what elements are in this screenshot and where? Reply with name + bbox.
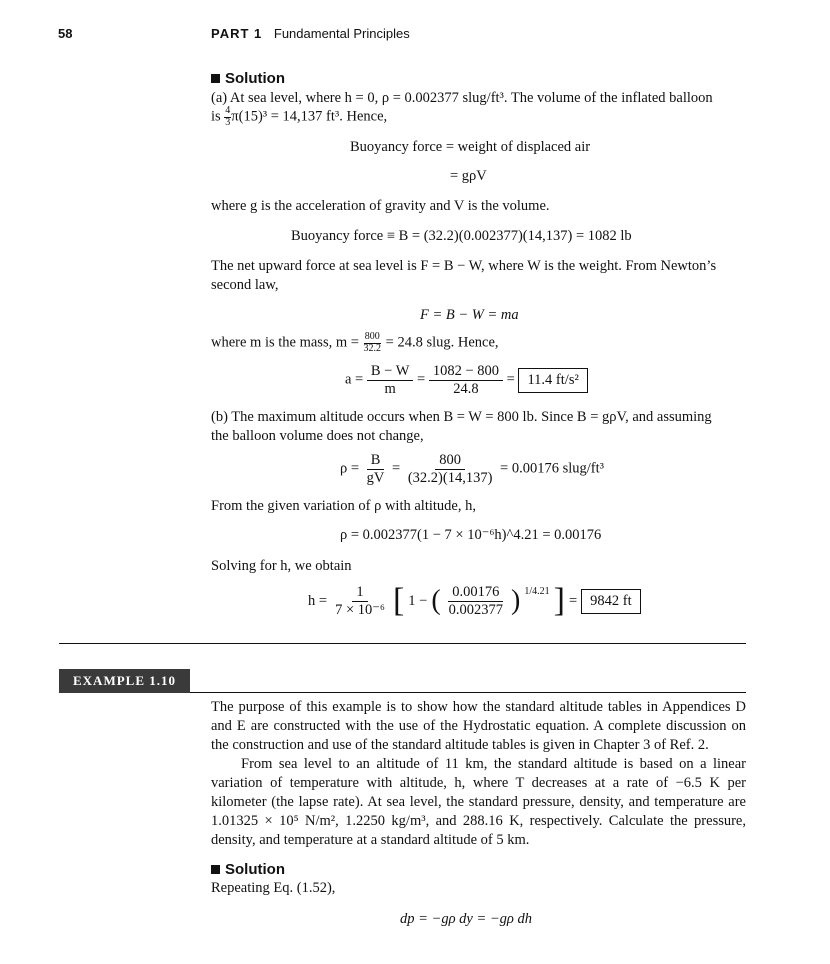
text-line: From the given variation of ρ with altitude, h, bbox=[211, 498, 476, 514]
text-line: the balloon volume does not change, bbox=[211, 428, 424, 444]
newton-equation: F = B − W = ma bbox=[420, 307, 519, 323]
text-line: where g is the acceleration of gravity and V is the volume. bbox=[211, 198, 550, 214]
accel-fraction-1: $\frac{B - W}{m}$ bbox=[367, 363, 414, 397]
text-line: Repeating Eq. (1.52), bbox=[211, 880, 336, 896]
solution-heading-2: Solution bbox=[211, 861, 285, 878]
part-title: Fundamental Principles bbox=[273, 26, 410, 41]
hydrostatic-equation: dp = −gρ dy = −gρ dh bbox=[400, 911, 532, 927]
altitude-result-box: 9842 ft bbox=[581, 589, 640, 614]
buoyancy-equation-1: Buoyancy force = weight of displaced air bbox=[350, 139, 591, 155]
right-bracket: ] bbox=[553, 582, 565, 620]
text-line: (b) The maximum altitude occurs when B = W = 800 lb. Since B = gρV, and assuming bbox=[211, 409, 712, 425]
volume-line: is $\frac{4}{3}$ π(15)³ = 14,137 ft³. Hence, bbox=[211, 105, 388, 128]
square-bullet-icon bbox=[211, 74, 220, 83]
example-label: EXAMPLE 1.10 bbox=[59, 669, 190, 693]
h-inner-fraction: $\frac{0.00176}{0.002377}$ bbox=[448, 584, 504, 618]
part-label: PART 1 bbox=[211, 26, 263, 41]
left-bracket: [ bbox=[392, 582, 405, 620]
example-rule bbox=[190, 692, 746, 693]
altitude-equation: h = $\frac{1}{\text{7 × 10⁻⁶}}$ [ 1 − ( $\frac{0.00176}{0.002377}$ ) 1/4.21 ] = 9842 ft bbox=[308, 584, 641, 618]
buoyancy-equation-2: = gρV bbox=[450, 168, 487, 184]
page-number: 58 bbox=[58, 26, 73, 41]
solution-heading: Solution bbox=[211, 70, 285, 87]
text-line: second law, bbox=[211, 277, 279, 293]
example-paragraph-2: From sea level to an altitude of 11 km, the standard altitude is based on a linear variation of temperature with altitude, h, where T decreases at a rate of −6.5 K per kilometer (the lapse rate). At sea level, the standard pressure, density, and temperature are 1.01325 × 10⁵ N/m², 1.2250 kg/m³, and 288.16 K, respectively. Calculate the pressure, density, and temperature at a standard altitude of 5 km. bbox=[211, 756, 746, 848]
left-paren: ( bbox=[431, 585, 441, 617]
h-fraction: $\frac{1}{\text{7 × 10⁻⁶}}$ bbox=[335, 584, 385, 618]
example-statement bbox=[211, 698, 746, 850]
example-paragraph-1: The purpose of this example is to show how the standard altitude tables in Appendices D and E are constructed with the use of the Hydrostatic equation. A complete discussion on the construction and use of the standard altitude tables is given in Chapter 3 of Ref. 2. bbox=[211, 699, 746, 753]
buoyancy-equation-3: Buoyancy force ≡ B = (32.2)(0.002377)(14,137) = 1082 lb bbox=[291, 228, 632, 244]
rho-fraction-1: $\frac{B}{gV}$ bbox=[366, 452, 385, 486]
right-paren: ) bbox=[511, 585, 521, 617]
rho-fraction-2: $\frac{800}{(32.2)(14,137)}$ bbox=[407, 452, 493, 486]
mass-fraction: $\frac{800}{32.2}$ bbox=[363, 331, 382, 354]
square-bullet-icon bbox=[211, 865, 220, 874]
accel-fraction-2: $\frac{1082 - 800}{24.8}$ bbox=[429, 363, 503, 397]
running-head bbox=[211, 26, 410, 41]
text-line: The net upward force at sea level is F = B − W, where W is the weight. From Newton’s bbox=[211, 258, 717, 274]
variation-equation: ρ = 0.002377(1 − 7 × 10⁻⁶h)^4.21 = 0.00176 bbox=[340, 527, 602, 543]
section-divider bbox=[59, 643, 746, 644]
text-line: Solving for h, we obtain bbox=[211, 558, 352, 574]
h-exponent: 1/4.21 bbox=[524, 586, 550, 597]
mass-line: where m is the mass, m = $\frac{800}{32.2}$ = 24.8 slug. Hence, bbox=[211, 331, 499, 354]
acceleration-equation: a = $\frac{B - W}{m}$ = $\frac{1082 - 800}{24.8}$ = 11.4 ft/s² bbox=[345, 363, 588, 397]
four-thirds-fraction: $\frac{4}{3}$ bbox=[225, 105, 231, 128]
text-line: (a) At sea level, where h = 0, ρ = 0.002377 slug/ft³. The volume of the inflated balloon bbox=[211, 90, 713, 106]
acceleration-result-box: 11.4 ft/s² bbox=[518, 368, 587, 393]
density-equation: ρ = $\frac{B}{gV}$ = $\frac{800}{(32.2)(14,137)}$ = 0.00176 slug/ft³ bbox=[340, 452, 605, 486]
